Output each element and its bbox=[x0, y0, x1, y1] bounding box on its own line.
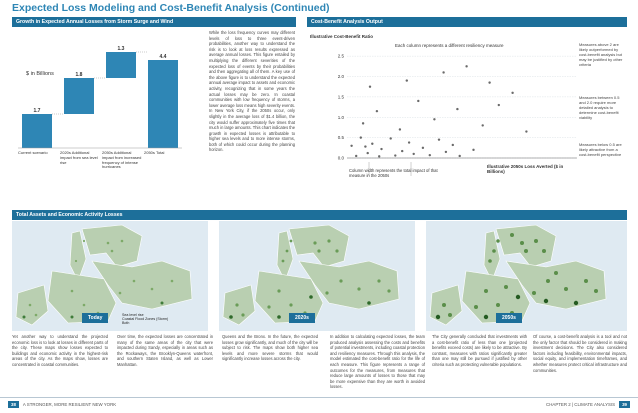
cba-point bbox=[380, 148, 382, 150]
legend-storm: Coastal Flood Zones (Storm) bbox=[122, 317, 169, 322]
cba-body-col2: The City generally concluded that investments with a cost-benefit ratio of less than one (projected benefits exceed costs) are likely to be attractive. By contrast, measures with ratios significantly greater than one may still be pursued if justified by other criteria such as protecting vulnerable populations. bbox=[432, 334, 527, 367]
cba-point bbox=[442, 71, 444, 73]
cba-point bbox=[378, 155, 380, 157]
waterfall-chart bbox=[12, 28, 202, 208]
cba-width-note: Column width represents the total impact of that measure in the 2050s bbox=[349, 168, 438, 178]
map-badge-today: Today bbox=[82, 313, 108, 323]
cba-point bbox=[433, 118, 435, 120]
cba-low-range-note: Measures below 0.5 are likely attractive from a cost-benefit perspective bbox=[579, 142, 622, 157]
maps-body-col1: Yet another way to understand the projected economic loss is to look at losses in different parts of the city. These maps show losses expected to buildings and economic activity in the highest-risk areas of the city. As the maps show, losses are concentrated in coastal communities. bbox=[12, 334, 108, 367]
cba-point bbox=[408, 141, 410, 143]
cba-point bbox=[498, 104, 500, 106]
map-badge-2050s: 2050s bbox=[496, 313, 522, 323]
cba-point bbox=[445, 151, 447, 153]
growth-body-text: While the loss frequency curves may different levels of loss to three event-driven probabilities, another way to understand the risk is to look at loss results expressed as average annual losses. This figure entailed by multiplying the different severities of the expected loss of events by their probabilities and then aggregating all of them. A key use of the above figure is to understand the expected annual average impact to assets and economic activity, recognizing that in some years the actual losses may be zero. In coastal communities with low frequency of storms, a lower average loss means high severity events. In New York City, if the 2050s occur, only slightly in the average loss of $1.4 billion, the city would suffer approximately five times that much in large amounts. This chart indicates the growth in expected losses is attributable to higher sea levels and to more intense storms, both of which could occur during the planning horizon. bbox=[209, 30, 296, 153]
footer-right bbox=[546, 401, 630, 408]
cba-point bbox=[422, 147, 424, 149]
cba-chart bbox=[307, 28, 627, 208]
cba-point bbox=[399, 128, 401, 130]
cba-point bbox=[362, 122, 364, 124]
cba-point bbox=[394, 154, 396, 156]
cba-body-col3: Of course, a cost-benefit analysis is a tool and not the only factor that should be considered in making investment decisions. The City also considered factors including feasibility, environmental impacts, social equity, and implementation timeframes, and whether measures protect critical infrastructure and communities. bbox=[533, 334, 627, 373]
cba-ytick-label: 0.5 bbox=[337, 135, 344, 141]
cba-ytick-label: 0.0 bbox=[337, 155, 344, 161]
legend-sea-level: Sea level rise bbox=[122, 313, 144, 317]
waterfall-category-label: 2050s Additional impact from increased frequency of intense hurricanes bbox=[102, 151, 142, 170]
section-header-growth: Growth in Expected Annual Losses from Storm Surge and Wind bbox=[12, 17, 296, 27]
page-title: Expected Loss Modeling and Cost-Benefit Analysis (Continued) bbox=[12, 2, 330, 14]
waterfall-value-label: 4.4 bbox=[159, 54, 167, 60]
cba-ylabel: Illustrative Cost-Benefit Ratio bbox=[310, 34, 374, 39]
cba-point bbox=[459, 155, 461, 157]
footer-left-text: A STRONGER, MORE RESILIENT NEW YORK bbox=[22, 402, 117, 407]
cba-dot-note: Each column represents a different resiliency measure bbox=[395, 43, 504, 48]
map-badge-2020s: 2020s bbox=[289, 313, 315, 323]
cba-xlabel: Illustrative 2050s Loss Averted ($ in Billions) bbox=[487, 164, 564, 175]
cba-point bbox=[406, 79, 408, 81]
waterfall-category-label: 2050s Total bbox=[144, 151, 165, 155]
page-number-right: 39 bbox=[619, 401, 630, 408]
cba-point bbox=[417, 100, 419, 102]
cba-point bbox=[525, 130, 527, 132]
cba-point bbox=[371, 143, 373, 145]
maps-body-col2: Over time, the expected losses are concentrated in many of the same areas of the city that were impacted during Sandy, especially in areas such as the Rockaways, the Brooklyn-Queens waterfront, and southern Staten Island, as well as Lower Manhattan. bbox=[117, 334, 213, 367]
map-today bbox=[12, 221, 208, 331]
waterfall-value-label: 1.7 bbox=[33, 108, 41, 114]
cba-point bbox=[472, 149, 474, 151]
waterfall-bar bbox=[64, 78, 94, 114]
cba-high-range-note: Measures above 2 are likely outperformed by cost-benefit analysis but may be justified by other criteria bbox=[579, 42, 623, 67]
cba-ytick-label: 2.5 bbox=[337, 53, 344, 59]
cba-point bbox=[429, 154, 431, 156]
cba-point bbox=[456, 108, 458, 110]
cba-ytick-label: 2.0 bbox=[337, 74, 344, 80]
waterfall-category-label: 2020s Additional impact from sea level rise bbox=[60, 151, 98, 165]
waterfall-bar bbox=[22, 114, 52, 148]
cba-point bbox=[401, 150, 403, 152]
legend-both: Both bbox=[122, 321, 130, 326]
cba-point bbox=[364, 145, 366, 147]
cba-ytick-label: 1.5 bbox=[337, 94, 344, 100]
legend-today bbox=[122, 313, 168, 326]
section-header-cba: Cost-Benefit Analysis Output bbox=[307, 17, 627, 27]
cba-point bbox=[465, 65, 467, 67]
page-number-left: 38 bbox=[8, 401, 19, 408]
cba-point bbox=[452, 144, 454, 146]
footer-right-text: CHAPTER 2 | CLIMATE ANALYSIS bbox=[546, 402, 616, 407]
map-2050s bbox=[426, 221, 627, 331]
waterfall-bar bbox=[106, 52, 136, 78]
maps-body-col3: Queens and the Bronx. In the future, the expected losses grow significantly, and much of the city will be subject to risk. The maps show both higher sea levels and more severe storms that would significantly increase losses across the city. bbox=[222, 334, 318, 362]
cba-body-col1: In addition to calculating expected losses, the team produced analysis assessing the costs and benefits of potential investments, including coastal protection and resiliency measures. Through this analysis, the model estimated the cost-benefit ratio for the life of each measure. This figure represents a range of outcomes for the measures, from measures that reduce large amounts of losses to those that may be more expensive than they are worth in avoided losses. bbox=[330, 334, 425, 390]
cba-point bbox=[511, 92, 513, 94]
cba-point bbox=[390, 137, 392, 139]
section-header-maps: Total Assets and Economic Activity Losses bbox=[12, 210, 627, 220]
footer-divider bbox=[0, 397, 638, 398]
cba-point bbox=[367, 152, 369, 154]
cba-point bbox=[482, 124, 484, 126]
cba-mid-range-note: Measures between 0.5 and 2.0 require more detailed analysis to determine cost-benefit viability bbox=[579, 95, 620, 120]
cba-point bbox=[369, 86, 371, 88]
waterfall-unit-label: $ in Billions bbox=[26, 71, 54, 77]
cba-point bbox=[438, 138, 440, 140]
cba-point bbox=[376, 110, 378, 112]
cba-ytick-label: 1.0 bbox=[337, 114, 344, 120]
waterfall-category-label: Current scenario bbox=[18, 151, 48, 155]
cba-point bbox=[360, 136, 362, 138]
cba-point bbox=[350, 145, 352, 147]
waterfall-value-label: 1.3 bbox=[117, 46, 125, 52]
footer-left bbox=[8, 401, 116, 408]
waterfall-bar bbox=[148, 60, 178, 148]
cba-point bbox=[413, 153, 415, 155]
map-2020s bbox=[219, 221, 415, 331]
cba-point bbox=[355, 155, 357, 157]
waterfall-value-label: 1.8 bbox=[75, 72, 83, 78]
cba-point bbox=[488, 81, 490, 83]
